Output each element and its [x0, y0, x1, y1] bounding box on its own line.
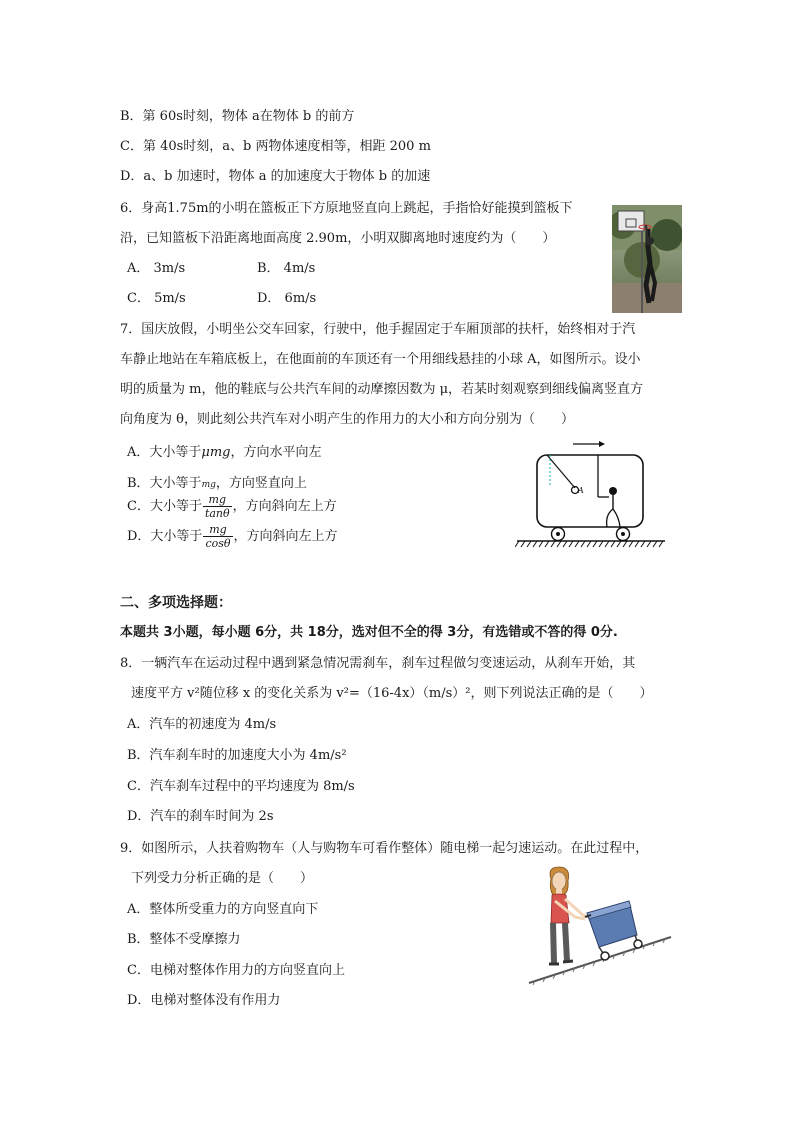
- q7-option-d-suffix: ，方向斜向左上方: [233, 529, 338, 544]
- q7-option-c-denominator: tanθ: [204, 507, 230, 520]
- q7-option-b: [127, 475, 307, 493]
- q7-option-b-suffix: ，方向竖直向上: [215, 476, 307, 491]
- q8-stem-line1: 8．一辆汽车在运动过程中遇到紧急情况需刹车，刹车过程做匀变速运动，从刹车开始，其: [120, 656, 636, 671]
- q7-option-b-math: mg: [201, 480, 216, 490]
- q7-option-a: [127, 444, 322, 462]
- q8-option-b: B．汽车刹车时的加速度大小为 4m/s²: [127, 748, 347, 763]
- q6-option-d: D． 6m/s: [257, 291, 317, 306]
- q5-option-c: C．第 40s时刻，a、b 两物体速度相等，相距 200 m: [120, 139, 431, 154]
- q7-option-c-fraction: [203, 493, 232, 520]
- bus-diagram: [515, 435, 670, 555]
- q9-option-b: B．整体不受摩擦力: [127, 932, 241, 947]
- q8-option-a: A．汽车的初速度为 4m/s: [127, 717, 277, 732]
- q7-stem-line4: 向角度为 θ，则此刻公共汽车对小明产生的作用力的大小和方向分别为（ ）: [120, 412, 574, 427]
- q9-option-a: A．整体所受重力的方向竖直向下: [127, 902, 319, 917]
- section2-description: 本题共 3小题，每小题 6分，共 18分，选对但不全的得 3分，有选错或不答的得 0分.: [120, 625, 618, 640]
- q7-stem-line2: 车静止地站在车箱底板上，在他面前的车顶还有一个用细线悬挂的小球 A，如图所示。设小: [120, 352, 641, 367]
- q7-option-d: [127, 522, 338, 552]
- q7-option-c-numerator: mg: [203, 493, 232, 507]
- q7-option-c-prefix: C．大小等于: [127, 499, 202, 514]
- q7-option-c-suffix: ，方向斜向左上方: [232, 499, 337, 514]
- q7-stem-line1: 7．国庆放假，小明坐公交车回家，行驶中，他手握固定于车厢顶部的扶杆，始终相对于汽: [120, 322, 636, 337]
- q5-option-d: D．a、b 加速时，物体 a 的加速度大于物体 b 的加速: [120, 169, 431, 184]
- q9-stem-line2: 下列受力分析正确的是（ ）: [131, 871, 314, 886]
- q9-option-c: C．电梯对整体作用力的方向竖直向上: [127, 963, 345, 978]
- section2-title: 二、多项选择题：: [120, 595, 232, 611]
- basketball-jump-photo: [612, 205, 682, 313]
- q7-option-d-numerator: mg: [203, 523, 232, 537]
- q7-option-a-suffix: ，方向水平向左: [230, 445, 322, 460]
- q6-stem-line1: 6．身高1.75m的小明在篮板正下方原地竖直向上跳起，手指恰好能摸到篮板下: [120, 201, 573, 216]
- escalator-cart-illustration: [525, 865, 675, 987]
- q7-option-a-math: μmg: [201, 445, 231, 460]
- q7-option-d-denominator: cosθ: [205, 537, 231, 550]
- q8-stem-line2: 速度平方 v²随位移 x 的变化关系为 v²=（16-4x）（m/s）²，则下列说法正确的是（ ）: [131, 686, 653, 701]
- q6-option-c: C． 5m/s: [127, 291, 186, 306]
- q6-option-b: B． 4m/s: [257, 261, 316, 276]
- q7-stem-line3: 明的质量为 m，他的鞋底与公共汽车间的动摩擦因数为 μ，若某时刻观察到细线偏离竖直方: [120, 382, 644, 397]
- q7-option-b-prefix: B．大小等于: [127, 476, 202, 491]
- q6-option-a: A． 3m/s: [127, 261, 186, 276]
- q6-stem-line2: 沿，已知篮板下沿距离地面高度 2.90m，小明双脚离地时速度约为（ ）: [120, 231, 556, 246]
- q9-option-d: D．电梯对整体没有作用力: [127, 993, 281, 1008]
- q7-option-d-fraction: [203, 523, 232, 550]
- q9-stem-line1: 9．如图所示，人扶着购物车（人与购物车可看作整体）随电梯一起匀速运动。在此过程中，: [120, 841, 649, 856]
- q7-option-c: [127, 492, 337, 522]
- q8-option-c: C．汽车刹车过程中的平均速度为 8m/s: [127, 779, 355, 794]
- q7-option-a-prefix: A．大小等于: [127, 445, 202, 460]
- q7-option-d-prefix: D．大小等于: [127, 529, 203, 544]
- q8-option-d: D．汽车的刹车时间为 2s: [127, 809, 274, 824]
- q5-option-b: B．第 60s时刻，物体 a在物体 b 的前方: [120, 109, 355, 124]
- ball-label: A: [578, 486, 584, 495]
